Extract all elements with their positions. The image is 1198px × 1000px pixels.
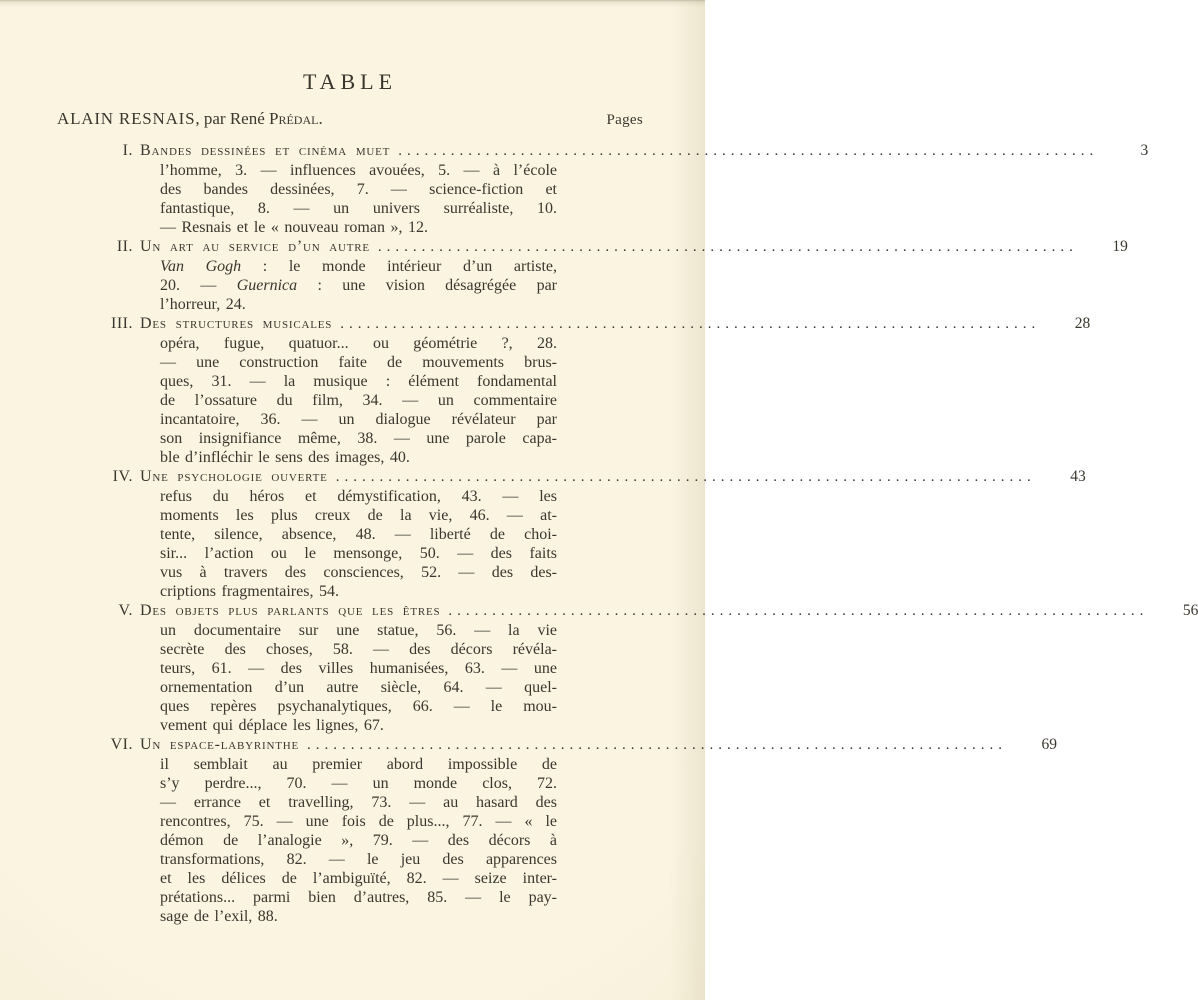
section-heading-row: [57, 467, 1086, 487]
section-numeral: I.: [122, 142, 133, 159]
section-body: [160, 621, 557, 735]
body-line: tente, silence, absence, 48. — liberté de choi-: [160, 526, 557, 543]
toc-section: [57, 141, 1149, 237]
leader-dots: ................................................................................: [307, 737, 1008, 753]
body-line: 20. — Guernica : une vision désagrégée par: [160, 277, 557, 294]
section-page-number: 19: [1112, 238, 1128, 255]
section-body: [160, 257, 557, 314]
body-line: sir... l’action ou le mensonge, 50. — des faits: [160, 545, 557, 562]
pages-column-label: Pages: [606, 112, 643, 128]
body-line: — une construction faite de mouvements brus-: [160, 354, 557, 371]
section-numeral: II.: [116, 238, 133, 255]
work-title: ALAIN RESNAIS: [57, 109, 196, 128]
body-line: incantatoire, 36. — un dialogue révélateur par: [160, 411, 557, 428]
section-heading-row: [57, 601, 1198, 621]
body-line: il semblait au premier abord impossible de: [160, 756, 557, 773]
body-line: refus du héros et démystification, 43. — les: [160, 488, 557, 505]
body-line: teurs, 61. — des villes humanisées, 63. — une: [160, 660, 557, 677]
section-numeral: VI.: [110, 736, 133, 753]
body-line: vus à travers des consciences, 52. — des des-: [160, 564, 557, 581]
body-line: ornementation d’un autre siècle, 64. — quel-: [160, 679, 557, 696]
section-page-number: 28: [1074, 315, 1091, 332]
work-author-line: [57, 109, 323, 129]
section-heading-row: [57, 141, 1149, 161]
section-page-number: 3: [1140, 142, 1149, 159]
section-heading-row: [57, 237, 1128, 257]
body-line: moments les plus creux de la vie, 46. — at-: [160, 507, 557, 524]
section-page-number: 43: [1070, 468, 1086, 485]
author-period: .: [318, 109, 323, 128]
byline: , par René: [195, 109, 270, 128]
body-line: ques, 31. — la musique : élément fondamental: [160, 373, 557, 390]
section-heading-row: [57, 735, 1058, 755]
body-line: Van Gogh : le monde intérieur d’un artiste,: [160, 258, 557, 275]
body-line: — errance et travelling, 73. — au hasard des: [160, 794, 557, 811]
body-line: des bandes dessinées, 7. — science-fiction et: [160, 181, 557, 198]
body-line: opéra, fugue, quatuor... ou géométrie ?, 28.: [160, 335, 557, 352]
toc-section: [57, 601, 1198, 735]
toc-section: [57, 237, 1128, 314]
leader-dots: ................................................................................: [448, 603, 1149, 619]
section-title: Bandes dessinées et cinéma muet: [140, 142, 391, 159]
leader-dots: ................................................................................: [398, 143, 1099, 159]
toc-list: [57, 141, 1198, 926]
section-body: [160, 161, 557, 237]
leader-dots: ................................................................................: [377, 239, 1078, 255]
section-body: [160, 334, 557, 467]
body-line: son insignifiance même, 38. — une parole capa-: [160, 430, 557, 447]
body-line: ques repères psychanalytiques, 66. — le mou-: [160, 698, 557, 715]
section-title: Des objets plus parlants que les êtres: [140, 602, 441, 619]
body-line: — Resnais et le « nouveau roman », 12.: [160, 219, 428, 236]
body-line: criptions fragmentaires, 54.: [160, 583, 339, 600]
body-line: l’homme, 3. — influences avouées, 5. — à l’école: [160, 162, 557, 179]
section-heading-row: [57, 314, 1091, 334]
section-title: Un espace-labyrinthe: [140, 736, 300, 753]
body-line: prétations... parmi bien d’autres, 85. — le pay-: [160, 889, 557, 906]
body-line: démon de l’analogie », 79. — des décors à: [160, 832, 557, 849]
body-line: secrète des choses, 58. — des décors révéla-: [160, 641, 557, 658]
section-numeral: IV.: [112, 468, 133, 485]
body-line: et les délices de l’ambiguïté, 82. — seize inter-: [160, 870, 557, 887]
body-line: un documentaire sur une statue, 56. — la vie: [160, 622, 557, 639]
toc-section: [57, 314, 1091, 467]
section-page-number: 69: [1041, 736, 1058, 753]
body-line: rencontres, 75. — une fois de plus..., 77. — « le: [160, 813, 557, 830]
section-numeral: V.: [118, 602, 133, 619]
toc-header: [57, 109, 643, 129]
section-numeral: III.: [111, 315, 133, 332]
page-title: TABLE: [302, 69, 398, 94]
body-line: l’horreur, 24.: [160, 296, 246, 313]
author-name: Prédal: [269, 109, 319, 128]
leader-dots: ................................................................................: [335, 469, 1036, 485]
body-line: fantastique, 8. — un univers surréaliste, 10.: [160, 200, 557, 217]
section-body: [160, 487, 557, 601]
body-line: sage de l’exil, 88.: [160, 908, 278, 925]
leader-dots: ................................................................................: [340, 316, 1041, 332]
section-title: Une psychologie ouverte: [140, 468, 328, 485]
section-title: Un art au service d’un autre: [140, 238, 370, 255]
section-body: [160, 755, 557, 926]
body-line: s’y perdre..., 70. — un monde clos, 72.: [160, 775, 557, 792]
body-line: transformations, 82. — le jeu des apparences: [160, 851, 557, 868]
toc-section: [57, 735, 1058, 926]
toc-section: [57, 467, 1086, 601]
body-line: de l’ossature du film, 34. — un commentaire: [160, 392, 557, 409]
body-line: ble d’infléchir le sens des images, 40.: [160, 449, 410, 466]
section-title: Des structures musicales: [140, 315, 333, 332]
body-line: vement qui déplace les lignes, 67.: [160, 717, 384, 734]
section-page-number: 56: [1182, 602, 1198, 619]
